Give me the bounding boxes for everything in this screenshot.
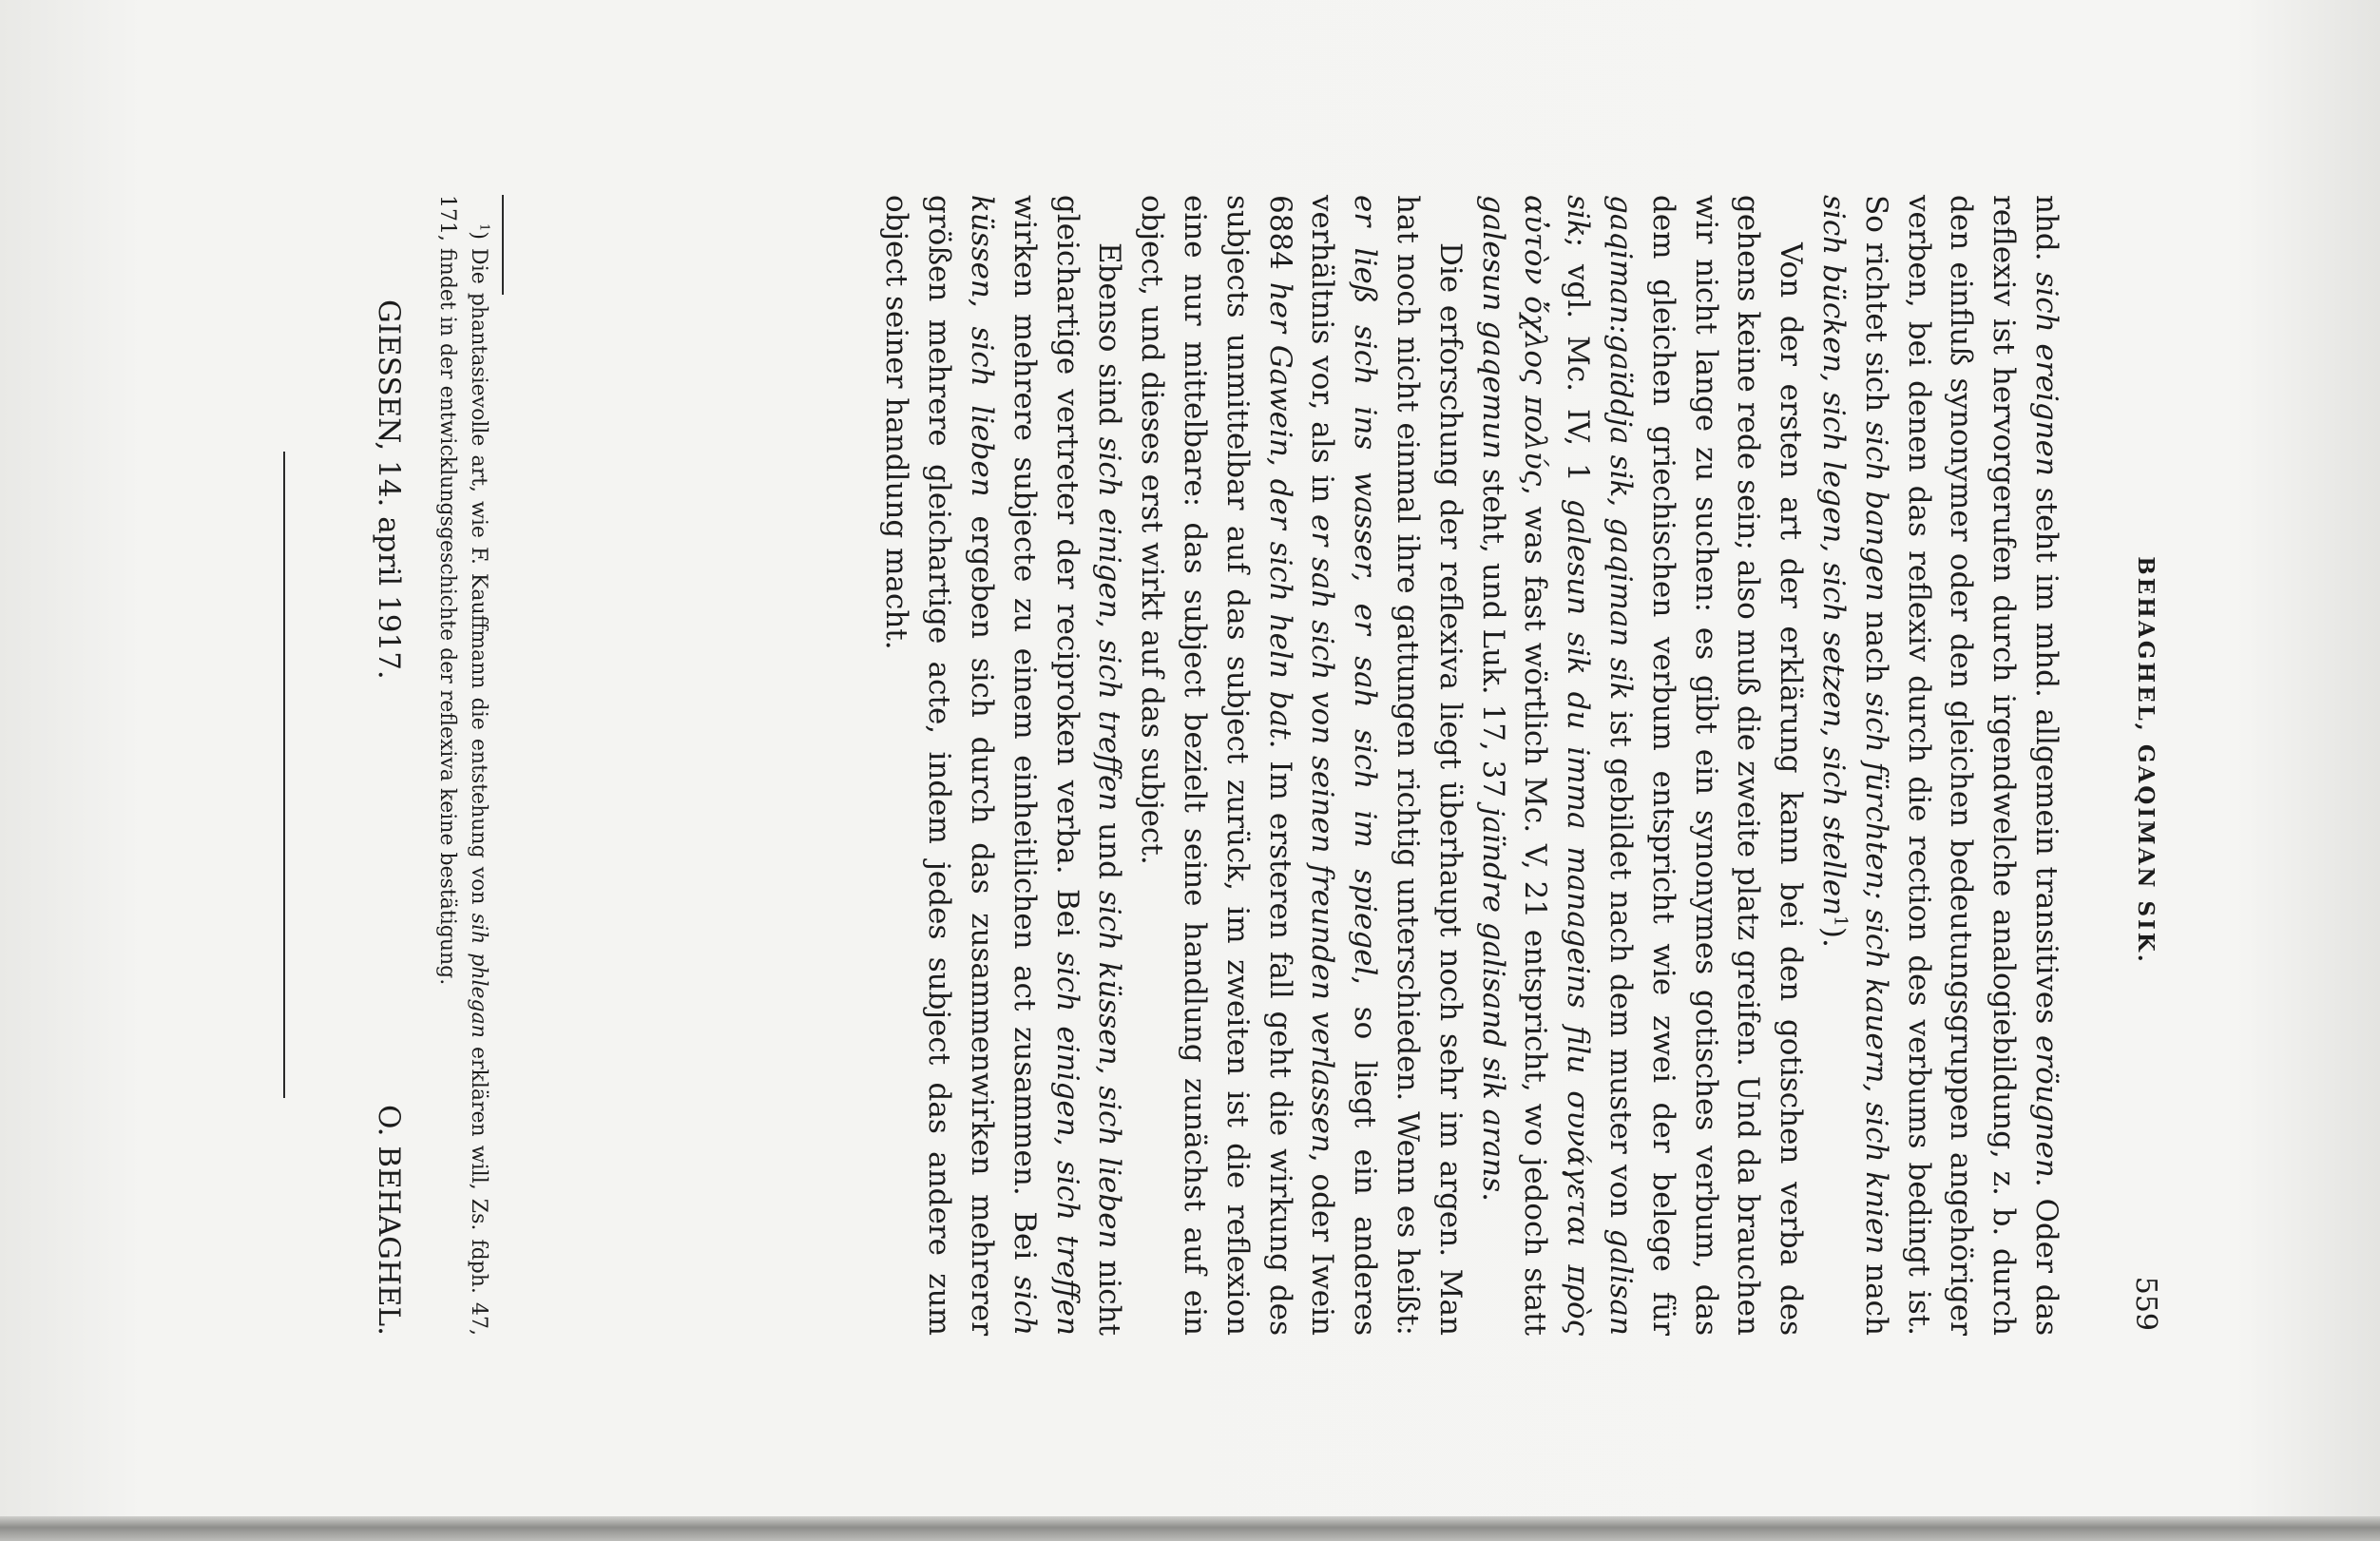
footnote bbox=[432, 195, 494, 1336]
footnote-reference: 1 bbox=[1830, 915, 1851, 927]
footnote-rule bbox=[502, 195, 504, 295]
text-run: und bbox=[1092, 811, 1127, 891]
italic-term: gaqiman:gaïddja sik, gaqiman sik bbox=[1603, 195, 1639, 701]
italic-term: sich einigen, sich treffen bbox=[1049, 952, 1084, 1336]
text-run: nach bbox=[1858, 1254, 1893, 1337]
italic-term: galesun gaqemun bbox=[1475, 195, 1510, 460]
text-run: ist gebildet nach dem muster von bbox=[1603, 700, 1639, 1229]
footnote-marker: 1 bbox=[476, 223, 491, 232]
text-run: nhd. bbox=[2029, 195, 2063, 273]
paragraph-4 bbox=[875, 195, 1131, 1336]
text-run: ; vgl. Mc. IV, 1 bbox=[1561, 237, 1596, 499]
footnote-text bbox=[432, 195, 494, 1336]
italic-term: sich einigen, sich treffen bbox=[1092, 436, 1127, 812]
text-run: , oder Iwein 6884 bbox=[1262, 195, 1340, 1336]
text-run: wirken mehrere subjecte zu einem einheitlichen act zusammen. Bei bbox=[1007, 195, 1042, 1276]
text-run: . bbox=[1475, 1192, 1510, 1202]
italic-term: her Gawein, der sich heln bat bbox=[1262, 281, 1297, 740]
italic-term: jaïndre galisand sik arans bbox=[1475, 806, 1510, 1193]
italic-term: er ließ sich ins wasser, er sah sich im spiegel bbox=[1348, 195, 1383, 976]
end-rule bbox=[283, 452, 285, 1098]
text-run: Die erforschung der reflexiva liegt überhaupt noch sehr im argen. Man hat noch nicht einmal ihre gattungen richtig unterschieden. Wenn es heißt: bbox=[1391, 195, 1468, 1336]
text-run: steht im mhd. allgemein transitives bbox=[2029, 475, 2063, 1035]
text-run: erklären will, Zs. fdph. 47, 171, findet in der entwicklungsgeschichte der reflexiva keine bestätigung. bbox=[435, 195, 490, 1336]
running-title: BEHAGHEL, GAQIMAN SIK. bbox=[2133, 556, 2159, 965]
paragraph-2 bbox=[1471, 195, 1812, 1336]
italic-term: galesun sik du imma manageins filu συνάγεται πρὸς αὐτὸν ὄχλος πολύς bbox=[1518, 195, 1596, 1336]
paragraph-1 bbox=[1812, 195, 2067, 1336]
text-run: ). bbox=[1816, 926, 1852, 948]
place-date: GIESSEN, 14. april 1917. bbox=[372, 299, 406, 680]
text-run: Von der ersten art der erklärung kann bei den gotischen verba des gehens keine rede sein; also muß die zweite platz greifen. Und da brauchen wir nicht lange zu suchen: es gibt ein synonymes gotisches verbum, das dem gleichen griechischen verbum entspricht wie zwei der belege für bbox=[1645, 195, 1809, 1336]
body-text bbox=[875, 195, 2067, 1336]
italic-term: sich fürchten; sich kauern, sich knien bbox=[1858, 692, 1893, 1255]
italic-term: galisan sik bbox=[1561, 195, 1639, 1336]
italic-term: er sah sich von seinen freunden verlassen bbox=[1305, 514, 1340, 1153]
text-run: . Im ersteren fall geht die wirkung des subjects unmittelbar auf das subject zurück, im zweiten ist die reflexion eine nur mittelbare: das subject bezielt seine handlung zunächst auf ein object, und dieses erst wirkt auf das subject. bbox=[1135, 195, 1297, 1336]
page-header bbox=[2115, 190, 2162, 1331]
rotated-book-page bbox=[214, 57, 2162, 1483]
signature-line bbox=[358, 195, 406, 1336]
italic-term: sich ereignen bbox=[2029, 272, 2063, 476]
author-name: O. BEHAGHEL. bbox=[372, 1104, 406, 1336]
paragraph-3 bbox=[1130, 195, 1470, 1336]
text-run: Ebenso sind bbox=[1092, 242, 1127, 437]
italic-term: eröugnen bbox=[2029, 1034, 2063, 1178]
text-run: , so liegt ein anderes verhältnis vor, als in bbox=[1305, 195, 1383, 1336]
italic-term: sih phlegan bbox=[467, 913, 490, 1038]
text-run: steht, und Luk. 17, 37 bbox=[1475, 459, 1510, 807]
text-run: , was fast wörtlich Mc. V, 21 entspricht, wo jedoch statt bbox=[1518, 486, 1553, 1336]
scan-bottom-edge bbox=[0, 1516, 2380, 1541]
text-run: ergeben sich durch das zusammenwirken mehrerer größen mehrere gleichartige acte, indem jedes subject das andere zum object seiner handlung macht. bbox=[879, 195, 1000, 1337]
italic-term: sich bücken, sich legen, sich setzen, sich stellen bbox=[1816, 195, 1852, 916]
italic-term: sich küssen, sich lieben bbox=[1092, 890, 1127, 1249]
text-run: nach bbox=[1858, 601, 1893, 693]
text-run: nicht gleichartige vertreter der reciproken verba. Bei bbox=[1049, 195, 1127, 1336]
page-number: 559 bbox=[2129, 1276, 2162, 1331]
italic-term: sich küssen, sich lieben bbox=[965, 195, 1042, 1336]
italic-term: sich bangen bbox=[1858, 421, 1893, 602]
text-run: ) Die phantasievolle art, wie F. Kauffmann die entstehung von bbox=[467, 231, 490, 914]
text-run: . Oder das reflexiv ist hervorgerufen durch irgendwelche analogiebildung, z. b. durch den einfluß synonymer oder den gleichen bedeutungsgruppen angehöriger verben, bei denen das reflexiv durch die rection des verbums bedingt ist. So richtet sich bbox=[1858, 195, 2063, 1336]
